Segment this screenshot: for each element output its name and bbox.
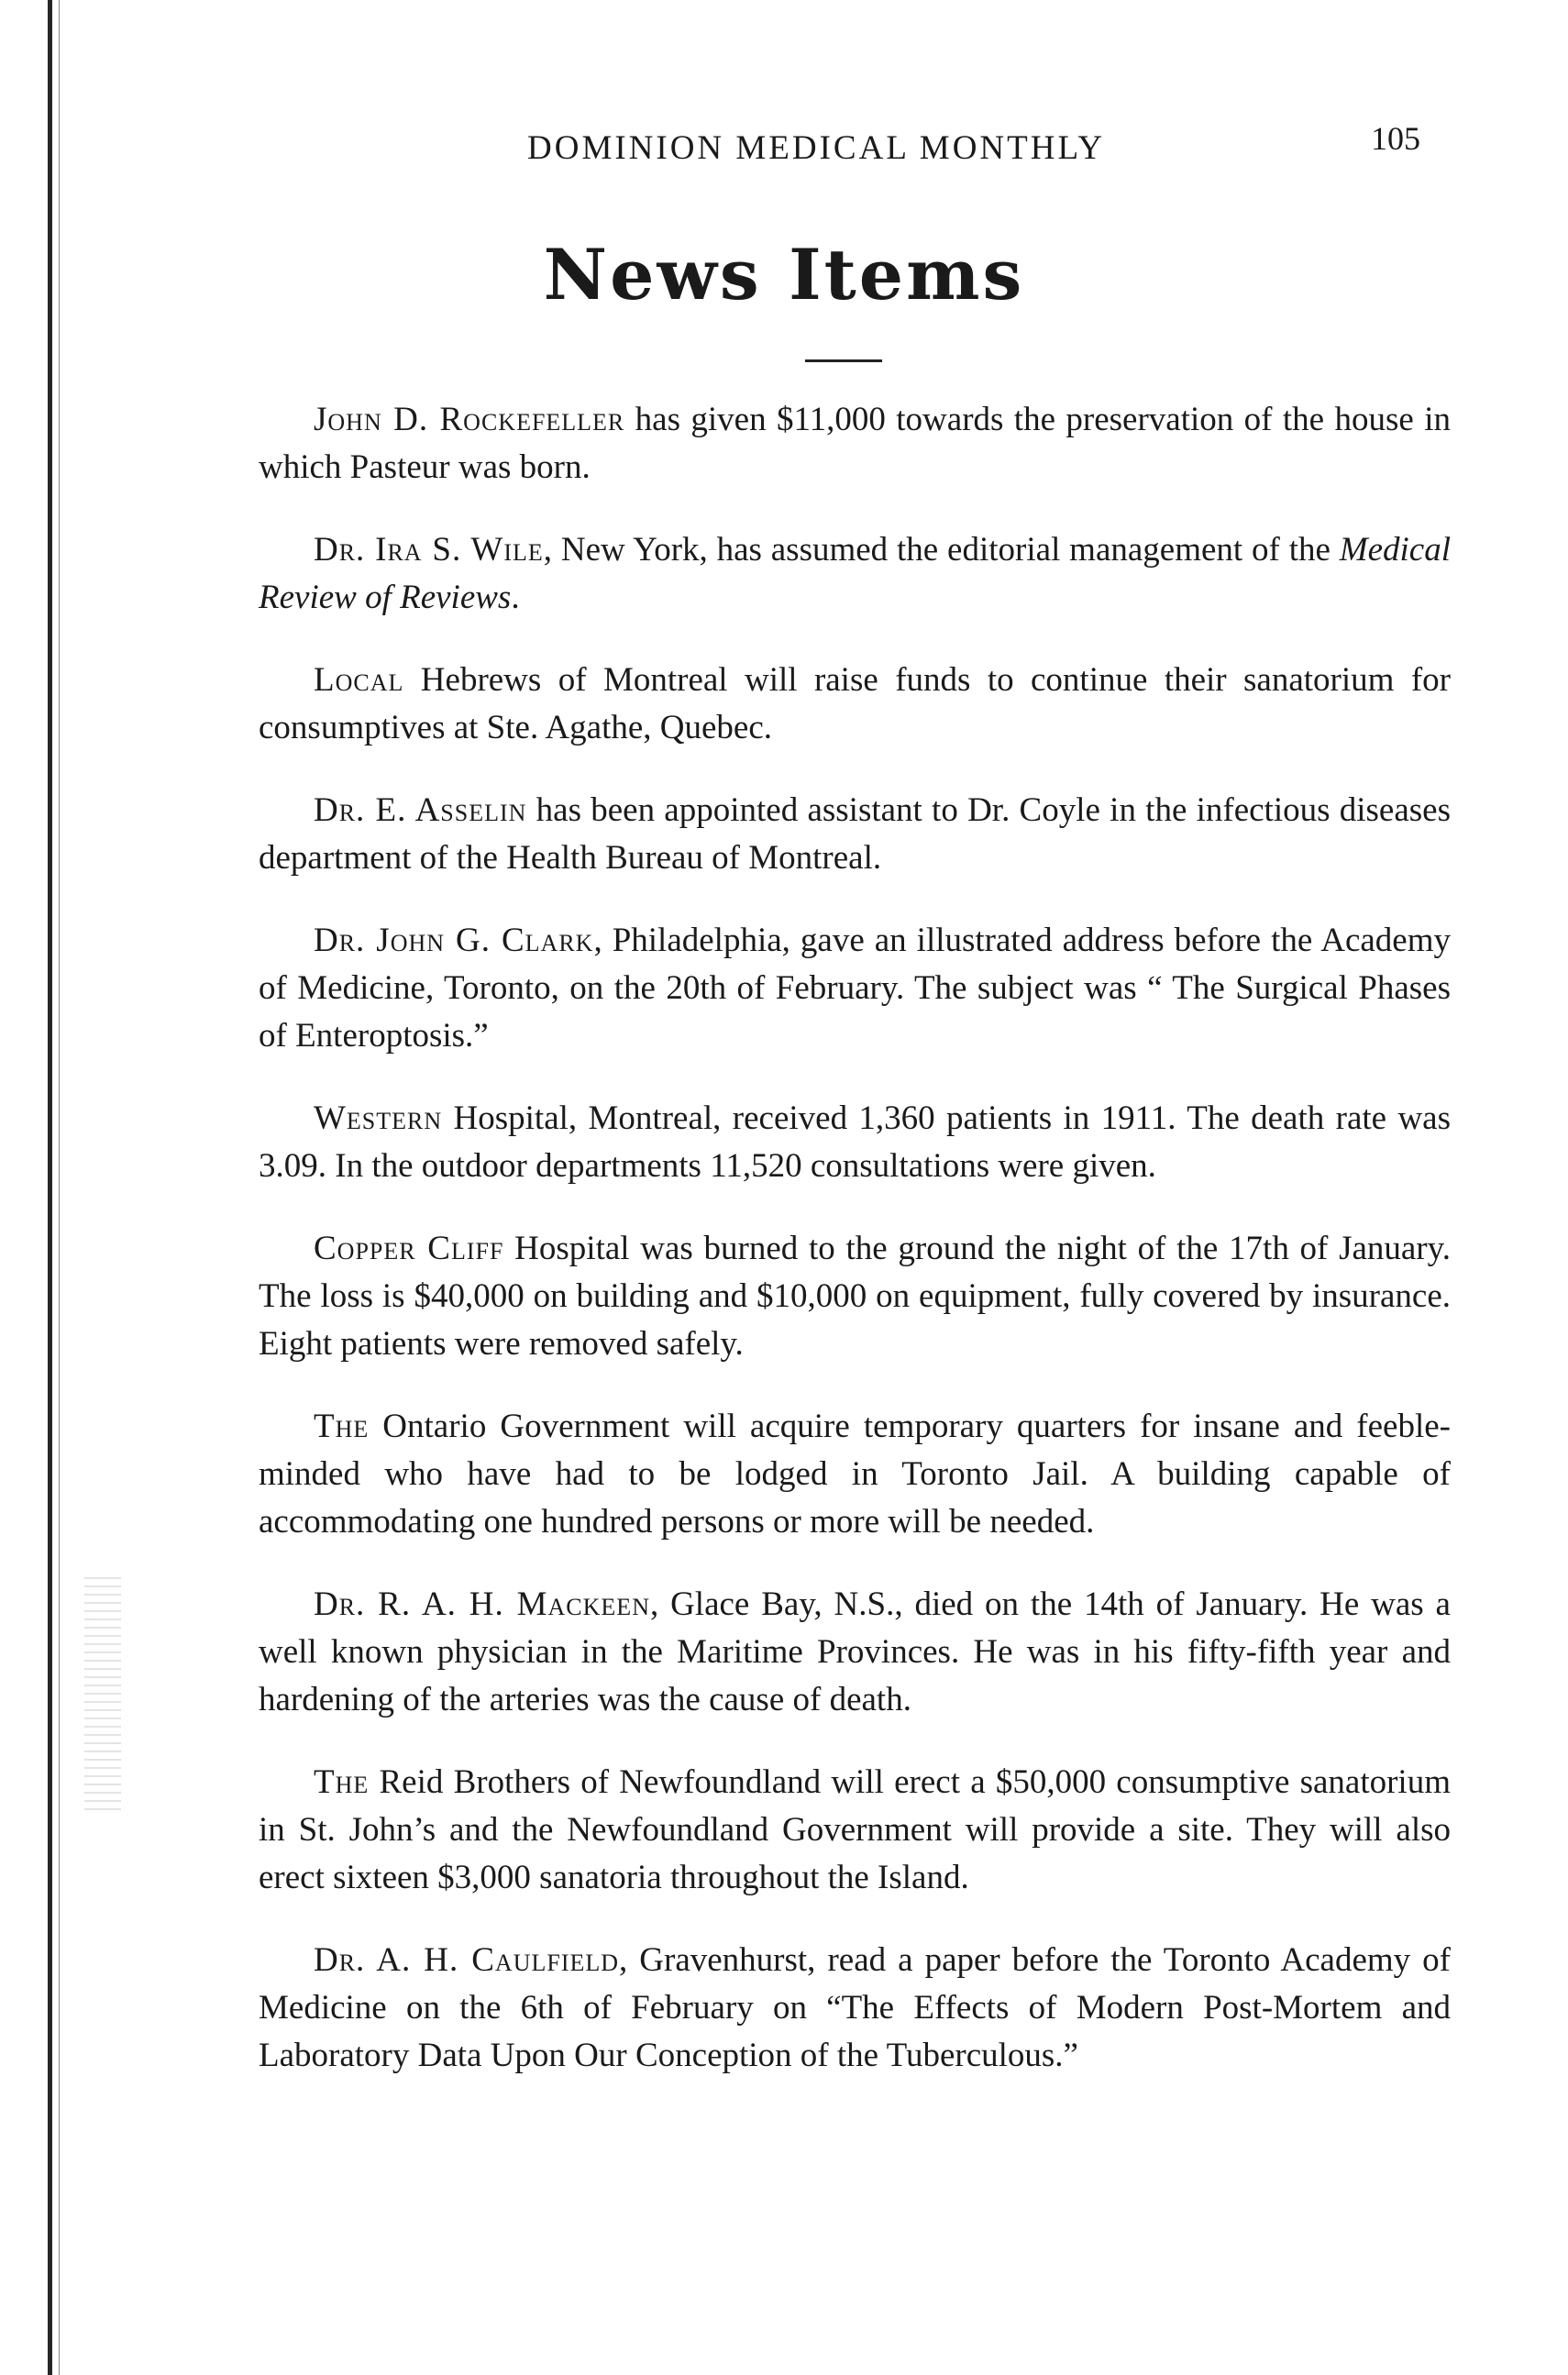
item-text: , Philadelphia, gave an illustrated address before the Academy of Medicine, Toronto, on the 20th of February. The subject was “ The Surgical Phases of Enteroptosis.”	[259, 922, 1451, 1055]
item-text: Hebrews of Montreal will raise funds to continue their sanatorium for consumptives at Ste. Agathe, Quebec.	[259, 661, 1451, 746]
item-text: Hospital, Montreal, received 1,360 patients in 1911. The death rate was 3.09. In the outdoor departments 11,520 consultations were given.	[259, 1099, 1451, 1185]
item-lead: Dr. R. A. H. Mackeen	[314, 1585, 650, 1623]
item-lead: Dr. John G. Clark	[314, 922, 594, 959]
item-lead: Dr. Ira S. Wile	[314, 531, 544, 569]
news-item-western-hospital	[259, 1095, 1451, 1190]
item-text: Reid Brothers of Newfoundland will erect a $50,000 consumptive sanatorium in St. John’s and the Newfoundland Government will provide a site. They will also erect sixteen $3,000 sanatoria throughout the Island.	[259, 1763, 1451, 1896]
journal-title: Medical Review of Reviews	[259, 531, 1451, 616]
news-item-reid-brothers	[259, 1759, 1451, 1902]
item-lead: Copper Cliff	[314, 1230, 504, 1267]
page-header	[0, 119, 1568, 174]
scan-speckle	[84, 1577, 121, 1816]
title-rule	[805, 359, 882, 362]
news-item-mackeen	[259, 1581, 1451, 1724]
item-lead: Dr. E. Asselin	[314, 791, 527, 829]
news-item-rockefeller	[259, 396, 1451, 492]
item-lead: Local	[314, 661, 404, 699]
item-text: Hospital was burned to the ground the night of the 17th of January. The loss is $40,000 on building and $10,000 on equipment, fully covered by insurance. Eight patients were removed safely.	[259, 1230, 1451, 1363]
page-binding-edge	[48, 0, 52, 2375]
item-lead: The	[314, 1408, 370, 1445]
item-text: , Glace Bay, N.S., died on the 14th of January. He was a well known physician in the Maritime Provinces. He was in his fifty-fifth year and hardening of the arteries was the cause of death.	[259, 1585, 1451, 1718]
news-item-wile	[259, 526, 1451, 622]
item-lead: The	[314, 1763, 370, 1801]
news-item-ontario-government	[259, 1403, 1451, 1546]
news-item-asselin	[259, 787, 1451, 882]
running-head: DOMINION MEDICAL MONTHLY	[527, 129, 1106, 167]
page-number: 105	[1371, 120, 1420, 157]
item-text-end: .	[511, 579, 520, 616]
item-text: Ontario Government will acquire temporary quarters for insane and feeble-minded who have had to be lodged in Toronto Jail. A building capable of accommodating one hundred persons or more will be needed.	[259, 1408, 1451, 1541]
news-item-caulfield	[259, 1937, 1451, 2080]
item-lead: Western	[314, 1099, 443, 1137]
item-text: has been appointed assistant to Dr. Coyle in the infectious diseases department of the Health Bureau of Montreal.	[259, 791, 1451, 877]
news-item-hebrews-montreal	[259, 657, 1451, 752]
item-lead: Dr. A. H. Caulfield	[314, 1941, 620, 1979]
news-items	[259, 396, 1451, 2115]
item-lead: John D. Rockefeller	[314, 401, 625, 438]
page-binding-edge-shadow	[59, 0, 60, 2375]
section-title: News Items	[543, 234, 1025, 315]
news-item-copper-cliff	[259, 1225, 1451, 1368]
news-item-clark	[259, 917, 1451, 1060]
item-text: has given $11,000 towards the preservation of the house in which Pasteur was born.	[259, 401, 1451, 486]
item-text: , Gravenhurst, read a paper before the Toronto Academy of Medicine on the 6th of February on “The Effects of Modern Post-Mortem and Laboratory Data Upon Our Conception of the Tuberculous.”	[259, 1941, 1451, 2074]
item-text: , New York, has assumed the editorial management of the	[543, 531, 1340, 569]
